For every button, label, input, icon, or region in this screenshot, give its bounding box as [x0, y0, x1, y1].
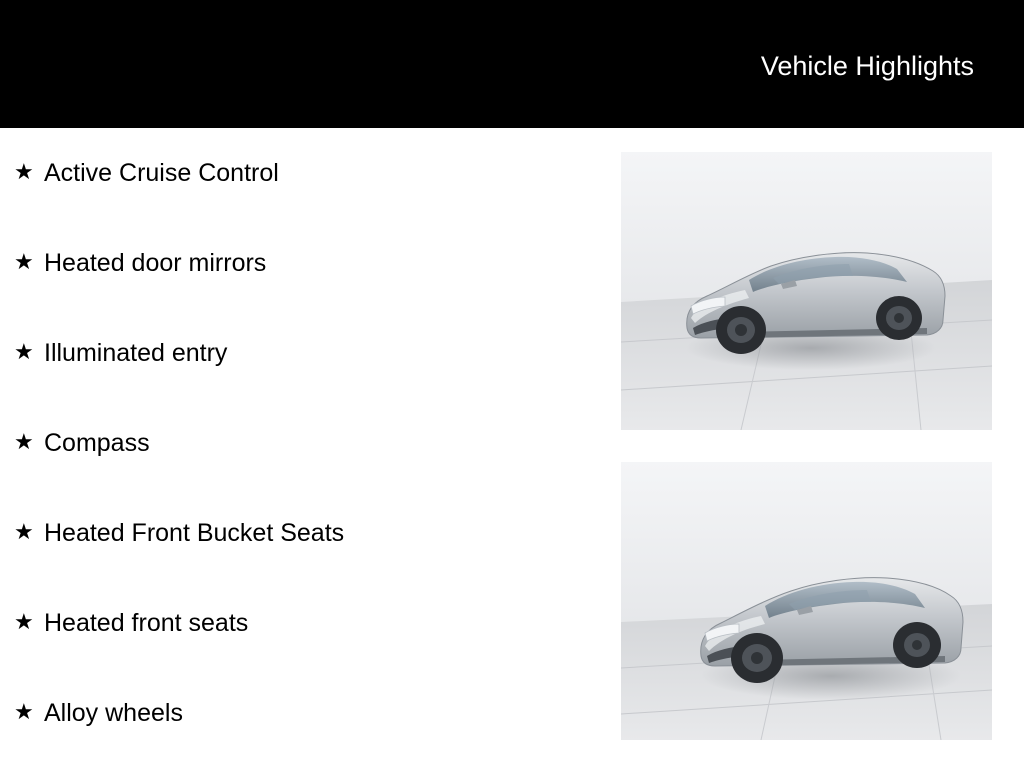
vehicle-photo-front-three-quarter [621, 152, 992, 430]
list-item [0, 668, 600, 758]
feature-label: Heated Front Bucket Seats [44, 519, 345, 547]
list-item [0, 308, 600, 398]
list-item [0, 128, 600, 218]
star-icon: ★ [14, 610, 34, 635]
vehicle-image-1 [621, 152, 992, 430]
feature-label: Alloy wheels [44, 699, 183, 727]
feature-label: Heated front seats [44, 609, 249, 637]
feature-label: Active Cruise Control [44, 159, 279, 187]
star-icon: ★ [14, 340, 34, 365]
list-item [0, 578, 600, 668]
star-icon: ★ [14, 430, 34, 455]
list-item [0, 218, 600, 308]
star-icon: ★ [14, 520, 34, 545]
page-title: Vehicle Highlights [760, 51, 974, 81]
list-item [0, 398, 600, 488]
star-icon: ★ [14, 160, 34, 185]
star-icon: ★ [14, 250, 34, 275]
header-bar [0, 0, 1024, 128]
list-item [0, 488, 600, 578]
feature-label: Compass [44, 429, 150, 457]
vehicle-photo-front-three-quarter-closer [621, 462, 992, 740]
feature-label: Heated door mirrors [44, 249, 267, 277]
feature-label: Illuminated entry [44, 339, 228, 367]
vehicle-image-2 [621, 462, 992, 740]
star-icon: ★ [14, 700, 34, 725]
vehicle-highlights-list [0, 128, 600, 768]
